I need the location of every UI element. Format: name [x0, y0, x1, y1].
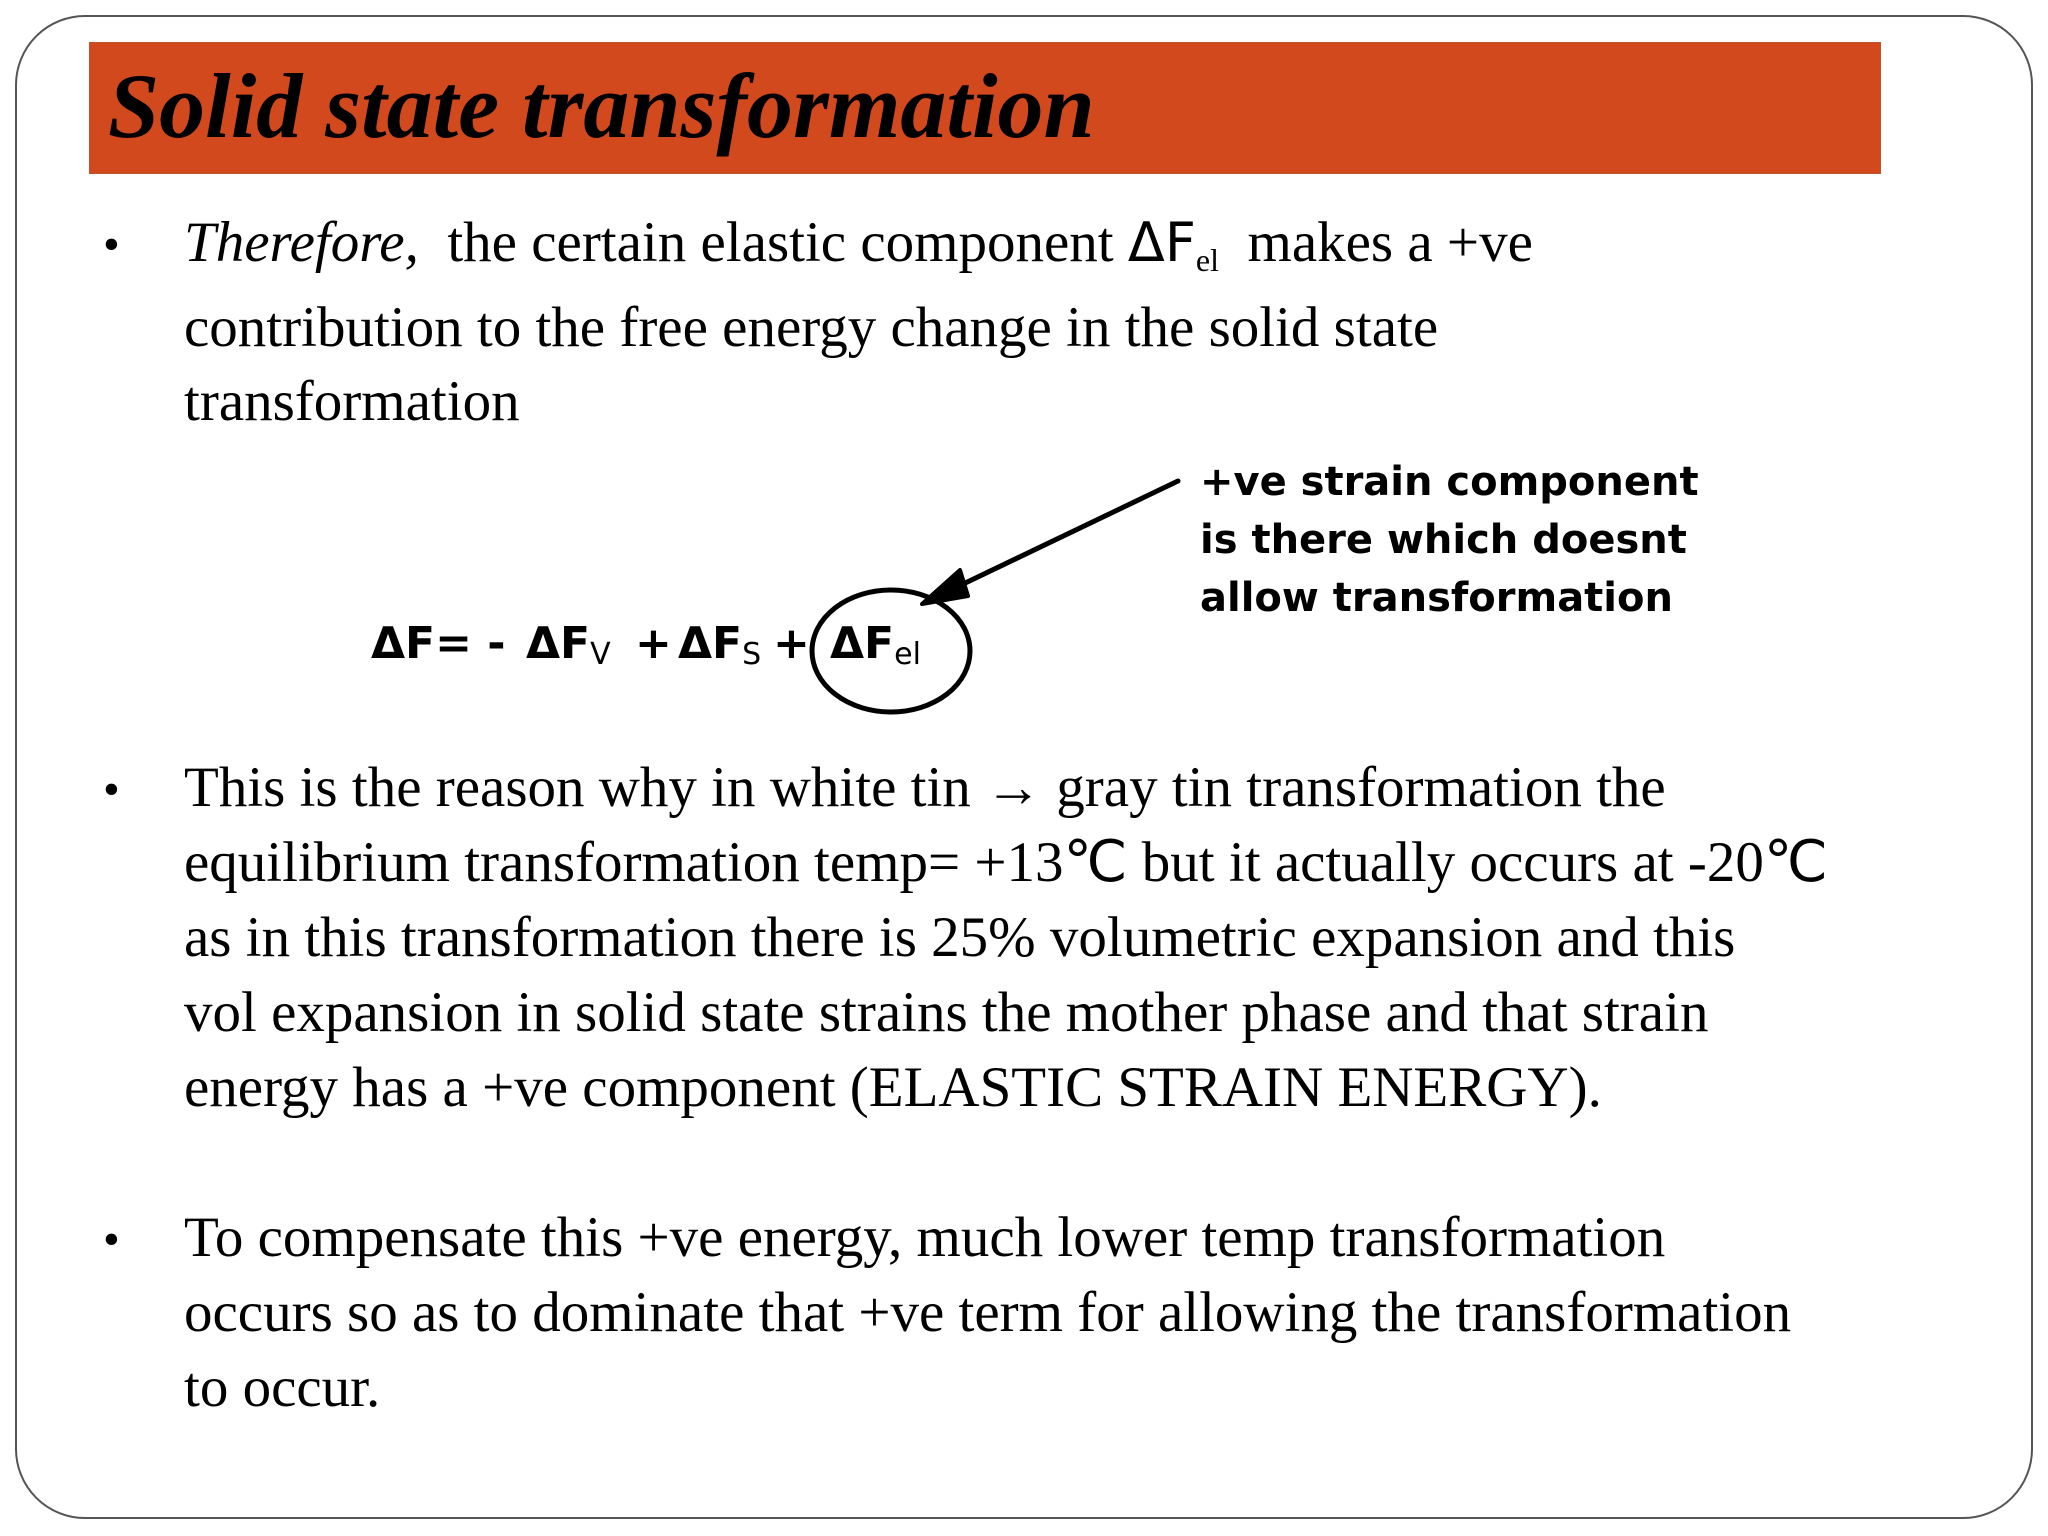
bullet-2-line-2: equilibrium transformation temp= +13℃ but it actually occurs at -20℃	[184, 831, 1828, 894]
equation-term-el	[830, 618, 921, 672]
equation-term-s	[678, 618, 762, 672]
bullet-2-line-1: This is the reason why in white tin → gray tin transformation the	[184, 756, 1666, 819]
annotation-line-3: allow transformation	[1200, 575, 1673, 621]
bullet-1-line-3: transformation	[184, 370, 520, 433]
bullet-1-text: the certain elastic component	[447, 211, 1114, 274]
bullet-2-line-4: vol expansion in solid state strains the mother phase and that strain	[184, 981, 1709, 1044]
delta-f-symbol: ΔF	[1127, 211, 1196, 274]
bullet-1-line-1	[184, 211, 1533, 278]
slide-title: Solid state transformation	[108, 55, 1095, 157]
term-v-subscript: V	[590, 637, 611, 672]
bullet-1-tail: makes a +ve	[1247, 211, 1533, 274]
term-el-symbol: ΔF	[830, 618, 895, 669]
title-bar	[89, 42, 1881, 174]
annotation-line-1: +ve strain component	[1200, 459, 1699, 505]
equation-term-v	[526, 618, 611, 672]
bullet-marker: •	[103, 218, 120, 271]
bullet-marker: •	[103, 763, 120, 816]
equation-plus-2: +	[773, 618, 810, 669]
bullet-3-line-1: To compensate this +ve energy, much lower temp transformation	[184, 1206, 1666, 1269]
bullet-3-line-2: occurs so as to dominate that +ve term for allowing the transformation	[184, 1281, 1792, 1344]
term-s-subscript: S	[742, 637, 762, 672]
annotation-line-2: is there which doesnt	[1200, 517, 1687, 563]
equation-plus-1: +	[635, 618, 672, 669]
term-v-symbol: ΔF	[526, 618, 591, 669]
bullet-1-lead: Therefore,	[184, 211, 419, 274]
equation-lhs: ΔF= -	[371, 618, 506, 669]
bullet-2-line-5: energy has a +ve component (ELASTIC STRAIN ENERGY).	[184, 1056, 1602, 1119]
bullet-2-line-3: as in this transformation there is 25% volumetric expansion and this	[184, 906, 1736, 969]
term-el-subscript: el	[894, 637, 921, 672]
bullet-marker: •	[103, 1213, 120, 1266]
bullet-3-line-3: to occur.	[184, 1356, 381, 1419]
delta-f-subscript: el	[1195, 242, 1219, 278]
term-s-symbol: ΔF	[678, 618, 743, 669]
bullet-1-line-2: contribution to the free energy change in the solid state	[184, 296, 1439, 359]
